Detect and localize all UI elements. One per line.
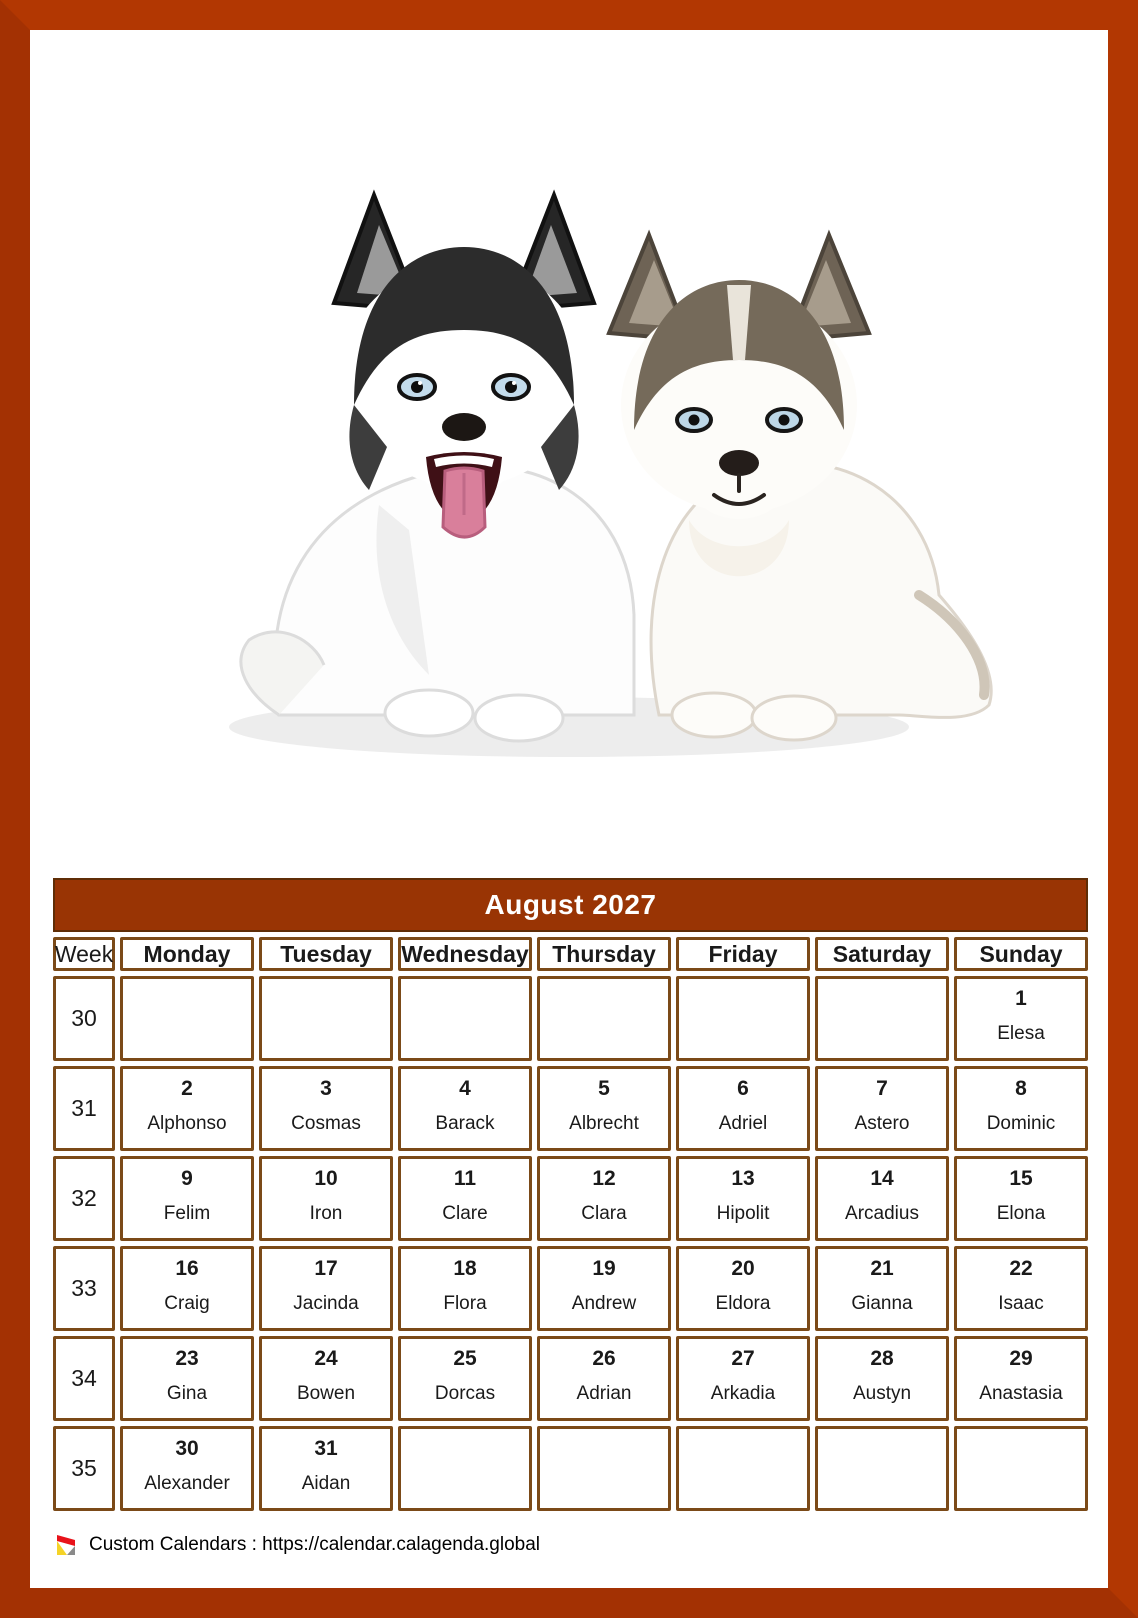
week-number: 31 <box>53 1066 115 1151</box>
name-day: Eldora <box>715 1293 771 1314</box>
day-cell[interactable] <box>120 1066 254 1151</box>
week-number: 34 <box>53 1336 115 1421</box>
day-cell[interactable] <box>954 976 1088 1061</box>
husky-left <box>241 195 634 741</box>
day-header-thursday: Thursday <box>537 937 671 971</box>
name-day: Elesa <box>997 1023 1045 1044</box>
date-number: 11 <box>453 1167 477 1190</box>
day-cell-empty[interactable] <box>120 976 254 1061</box>
name-day: Barack <box>435 1113 495 1134</box>
day-cell[interactable] <box>815 1156 949 1241</box>
name-day: Alexander <box>144 1473 230 1494</box>
name-day: Iron <box>309 1203 343 1224</box>
day-cell-empty[interactable] <box>815 1426 949 1511</box>
date-number: 8 <box>1015 1077 1027 1100</box>
day-cell[interactable] <box>954 1246 1088 1331</box>
day-cell[interactable] <box>259 1156 393 1241</box>
name-day: Anastasia <box>979 1383 1063 1404</box>
name-day: Elona <box>996 1203 1046 1224</box>
footer <box>55 1533 1108 1557</box>
date-number: 17 <box>314 1257 338 1280</box>
date-number: 1 <box>1015 987 1027 1010</box>
date-number: 25 <box>453 1347 477 1370</box>
bookmark-icon <box>55 1533 77 1557</box>
date-number: 5 <box>598 1077 610 1100</box>
day-cell[interactable] <box>120 1156 254 1241</box>
name-day: Andrew <box>571 1293 637 1314</box>
date-number: 19 <box>592 1257 616 1280</box>
name-day: Albrecht <box>569 1113 639 1134</box>
name-day: Craig <box>164 1293 210 1314</box>
day-cell-empty[interactable] <box>398 1426 532 1511</box>
day-cell[interactable] <box>954 1156 1088 1241</box>
name-day: Arkadia <box>710 1383 776 1404</box>
date-number: 21 <box>870 1257 894 1280</box>
footer-link[interactable]: Custom Calendars : https://calendar.calagenda.global <box>89 1534 540 1555</box>
day-cell-empty[interactable] <box>815 976 949 1061</box>
husky-photo <box>129 75 1009 775</box>
date-number: 31 <box>314 1437 338 1460</box>
date-number: 15 <box>1009 1167 1033 1190</box>
date-number: 2 <box>181 1077 193 1100</box>
name-day: Clare <box>442 1203 488 1224</box>
day-cell-empty[interactable] <box>676 1426 810 1511</box>
date-number: 16 <box>175 1257 199 1280</box>
day-cell-empty[interactable] <box>537 1426 671 1511</box>
name-day: Cosmas <box>291 1113 361 1134</box>
day-cell[interactable] <box>398 1336 532 1421</box>
name-day: Isaac <box>998 1293 1044 1314</box>
day-cell-empty[interactable] <box>398 976 532 1061</box>
day-cell[interactable] <box>815 1336 949 1421</box>
date-number: 22 <box>1009 1257 1033 1280</box>
name-day: Felim <box>163 1203 211 1224</box>
calendar-title: August 2027 <box>53 878 1088 932</box>
day-cell-empty[interactable] <box>676 976 810 1061</box>
date-number: 4 <box>459 1077 471 1100</box>
date-number: 28 <box>870 1347 894 1370</box>
week-number: 30 <box>53 976 115 1061</box>
date-number: 23 <box>175 1347 199 1370</box>
week-number: 32 <box>53 1156 115 1241</box>
name-day: Austyn <box>852 1383 912 1404</box>
name-day: Dorcas <box>434 1383 496 1404</box>
husky-right <box>609 235 991 740</box>
name-day: Arcadius <box>845 1203 919 1224</box>
date-number: 29 <box>1009 1347 1033 1370</box>
name-day: Adriel <box>718 1113 768 1134</box>
day-cell[interactable] <box>259 1246 393 1331</box>
day-header-tuesday: Tuesday <box>259 937 393 971</box>
day-cell[interactable] <box>537 1336 671 1421</box>
day-cell[interactable] <box>398 1156 532 1241</box>
date-number: 6 <box>737 1077 749 1100</box>
name-day: Bowen <box>296 1383 356 1404</box>
day-cell[interactable] <box>398 1246 532 1331</box>
date-number: 30 <box>175 1437 199 1460</box>
day-cell[interactable] <box>120 1246 254 1331</box>
day-cell[interactable] <box>259 1066 393 1151</box>
day-cell[interactable] <box>398 1066 532 1151</box>
name-day: Alphonso <box>147 1113 227 1134</box>
day-cell[interactable] <box>676 1336 810 1421</box>
day-cell[interactable] <box>954 1336 1088 1421</box>
day-header-saturday: Saturday <box>815 937 949 971</box>
day-cell-empty[interactable] <box>954 1426 1088 1511</box>
calendar-grid <box>53 937 1088 1511</box>
day-cell[interactable] <box>120 1426 254 1511</box>
date-number: 13 <box>731 1167 755 1190</box>
day-cell[interactable] <box>537 1156 671 1241</box>
day-cell[interactable] <box>815 1066 949 1151</box>
calendar <box>53 878 1108 1511</box>
day-cell[interactable] <box>537 1066 671 1151</box>
name-day: Hipolit <box>716 1203 770 1224</box>
name-day: Gianna <box>851 1293 913 1314</box>
date-number: 3 <box>320 1077 332 1100</box>
date-number: 12 <box>592 1167 616 1190</box>
name-day: Flora <box>443 1293 487 1314</box>
name-day: Clara <box>581 1203 627 1224</box>
day-header-monday: Monday <box>120 937 254 971</box>
name-day: Jacinda <box>293 1293 359 1314</box>
date-number: 26 <box>592 1347 616 1370</box>
husky-illustration <box>129 75 1009 775</box>
day-cell[interactable] <box>259 1336 393 1421</box>
week-number: 33 <box>53 1246 115 1331</box>
day-cell[interactable] <box>954 1066 1088 1151</box>
name-day: Gina <box>166 1383 208 1404</box>
day-cell[interactable] <box>676 1156 810 1241</box>
day-cell[interactable] <box>120 1336 254 1421</box>
day-cell[interactable] <box>259 1426 393 1511</box>
day-cell[interactable] <box>676 1246 810 1331</box>
date-number: 27 <box>731 1347 755 1370</box>
name-day: Dominic <box>986 1113 1056 1134</box>
date-number: 10 <box>314 1167 338 1190</box>
name-day: Adrian <box>576 1383 632 1404</box>
day-cell[interactable] <box>537 1246 671 1331</box>
week-number: 35 <box>53 1426 115 1511</box>
date-number: 24 <box>314 1347 338 1370</box>
week-column-header: Week <box>53 937 115 971</box>
name-day: Aidan <box>301 1473 351 1494</box>
day-cell[interactable] <box>815 1246 949 1331</box>
day-header-wednesday: Wednesday <box>398 937 532 971</box>
day-header-sunday: Sunday <box>954 937 1088 971</box>
date-number: 9 <box>181 1167 193 1190</box>
day-cell-empty[interactable] <box>259 976 393 1061</box>
date-number: 7 <box>876 1077 888 1100</box>
day-cell-empty[interactable] <box>537 976 671 1061</box>
day-header-friday: Friday <box>676 937 810 971</box>
date-number: 20 <box>731 1257 755 1280</box>
day-cell[interactable] <box>676 1066 810 1151</box>
date-number: 14 <box>870 1167 894 1190</box>
name-day: Astero <box>854 1113 910 1134</box>
date-number: 18 <box>453 1257 477 1280</box>
